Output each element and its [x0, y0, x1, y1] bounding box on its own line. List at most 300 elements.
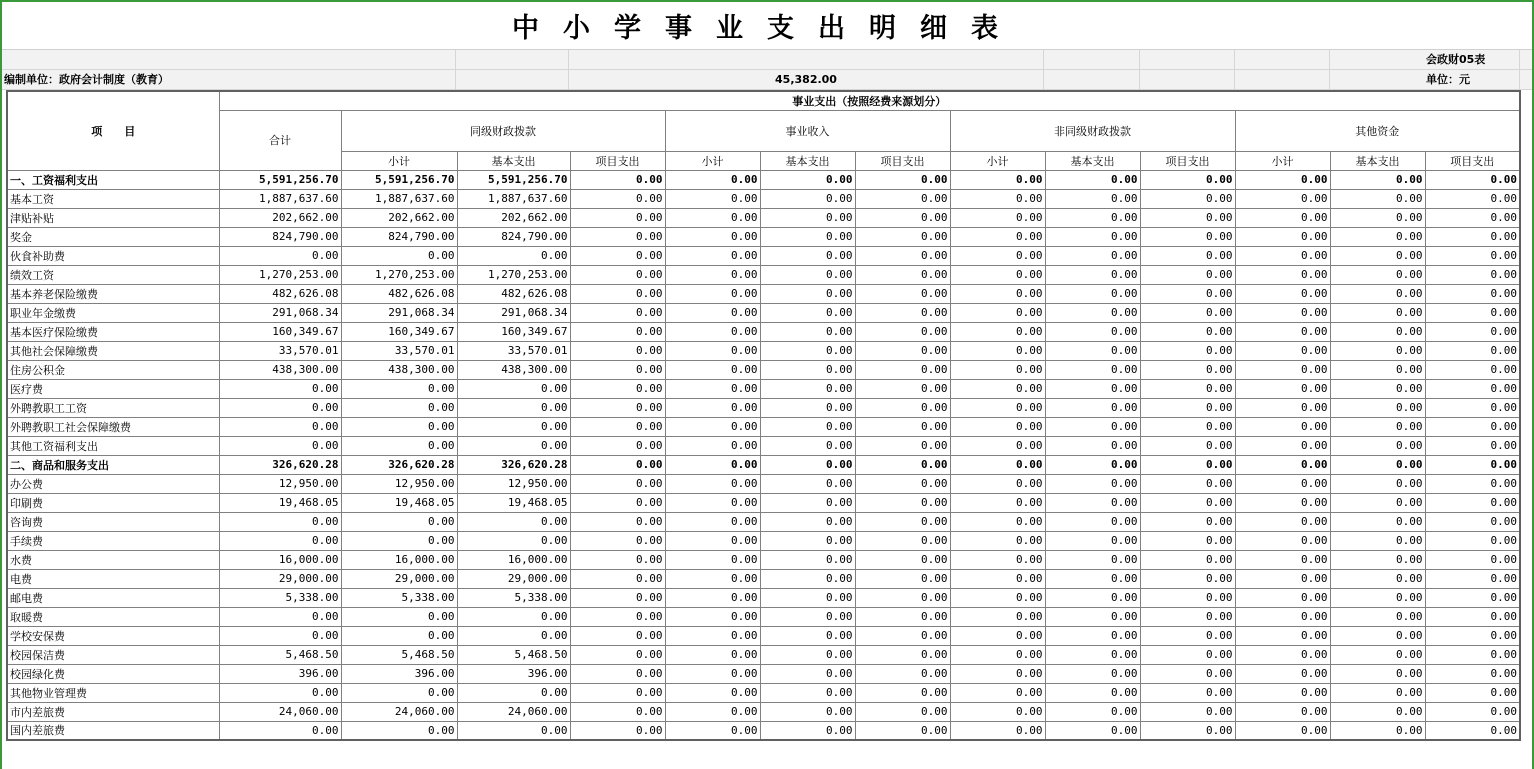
amount-cell[interactable]: 0.00 [457, 379, 570, 398]
amount-cell[interactable]: 0.00 [665, 550, 760, 569]
amount-cell[interactable]: 0.00 [219, 531, 341, 550]
amount-cell[interactable]: 0.00 [1425, 227, 1520, 246]
amount-cell[interactable]: 396.00 [341, 664, 457, 683]
amount-cell[interactable]: 0.00 [341, 398, 457, 417]
amount-cell[interactable]: 0.00 [1140, 398, 1235, 417]
amount-cell[interactable]: 0.00 [855, 721, 950, 740]
amount-cell[interactable]: 438,300.00 [457, 360, 570, 379]
amount-cell[interactable]: 0.00 [1140, 512, 1235, 531]
amount-cell[interactable]: 0.00 [570, 474, 665, 493]
amount-cell[interactable]: 0.00 [1425, 474, 1520, 493]
amount-cell[interactable]: 202,662.00 [457, 208, 570, 227]
amount-cell[interactable]: 0.00 [950, 721, 1045, 740]
amount-cell[interactable]: 0.00 [341, 512, 457, 531]
amount-cell[interactable]: 0.00 [1235, 189, 1330, 208]
amount-cell[interactable]: 0.00 [760, 455, 855, 474]
amount-cell[interactable]: 0.00 [341, 626, 457, 645]
amount-cell[interactable]: 291,068.34 [341, 303, 457, 322]
amount-cell[interactable]: 0.00 [760, 398, 855, 417]
amount-cell[interactable]: 0.00 [457, 721, 570, 740]
amount-cell[interactable]: 0.00 [1425, 702, 1520, 721]
item-header[interactable]: 项 目 [7, 91, 219, 170]
group-header-other-funds[interactable]: 其他资金 [1235, 110, 1520, 151]
sub-header-subtotal[interactable]: 小计 [1235, 151, 1330, 170]
amount-cell[interactable]: 0.00 [457, 512, 570, 531]
amount-cell[interactable]: 0.00 [665, 512, 760, 531]
amount-cell[interactable]: 0.00 [1140, 208, 1235, 227]
row-item-name[interactable]: 水费 [7, 550, 219, 569]
amount-cell[interactable]: 0.00 [570, 170, 665, 189]
amount-cell[interactable]: 0.00 [1425, 588, 1520, 607]
amount-cell[interactable]: 0.00 [1425, 208, 1520, 227]
row-item-name[interactable]: 基本工资 [7, 189, 219, 208]
amount-cell[interactable]: 0.00 [855, 360, 950, 379]
row-item-name[interactable]: 津贴补贴 [7, 208, 219, 227]
amount-cell[interactable]: 0.00 [760, 246, 855, 265]
sub-header-project[interactable]: 项目支出 [570, 151, 665, 170]
amount-cell[interactable]: 0.00 [570, 664, 665, 683]
amount-cell[interactable]: 291,068.34 [219, 303, 341, 322]
amount-cell[interactable]: 0.00 [1425, 417, 1520, 436]
amount-cell[interactable]: 0.00 [1425, 284, 1520, 303]
amount-cell[interactable]: 0.00 [950, 626, 1045, 645]
amount-cell[interactable]: 0.00 [570, 398, 665, 417]
amount-cell[interactable]: 0.00 [1045, 303, 1140, 322]
amount-cell[interactable]: 0.00 [570, 417, 665, 436]
amount-cell[interactable]: 0.00 [1330, 265, 1425, 284]
amount-cell[interactable]: 0.00 [760, 512, 855, 531]
amount-cell[interactable]: 0.00 [760, 303, 855, 322]
row-item-name[interactable]: 外聘教职工社会保障缴费 [7, 417, 219, 436]
amount-cell[interactable]: 0.00 [1330, 607, 1425, 626]
amount-cell[interactable]: 0.00 [1425, 341, 1520, 360]
sub-header-subtotal[interactable]: 小计 [950, 151, 1045, 170]
amount-cell[interactable]: 0.00 [855, 626, 950, 645]
amount-cell[interactable]: 29,000.00 [219, 569, 341, 588]
amount-cell[interactable]: 0.00 [855, 645, 950, 664]
amount-cell[interactable]: 0.00 [950, 322, 1045, 341]
amount-cell[interactable]: 0.00 [855, 531, 950, 550]
amount-cell[interactable]: 824,790.00 [341, 227, 457, 246]
row-item-name[interactable]: 其他工资福利支出 [7, 436, 219, 455]
amount-cell[interactable]: 1,270,253.00 [341, 265, 457, 284]
cell-blank-b[interactable] [456, 50, 569, 69]
amount-cell[interactable]: 0.00 [855, 208, 950, 227]
amount-cell[interactable]: 0.00 [1235, 227, 1330, 246]
row-item-name[interactable]: 国内差旅费 [7, 721, 219, 740]
amount-cell[interactable]: 0.00 [457, 531, 570, 550]
amount-cell[interactable]: 0.00 [1425, 303, 1520, 322]
amount-cell[interactable]: 0.00 [950, 265, 1045, 284]
amount-cell[interactable]: 0.00 [665, 474, 760, 493]
amount-cell[interactable]: 0.00 [570, 189, 665, 208]
row-item-name[interactable]: 伙食补助费 [7, 246, 219, 265]
amount-cell[interactable]: 0.00 [1140, 626, 1235, 645]
amount-cell[interactable]: 0.00 [1140, 569, 1235, 588]
amount-cell[interactable]: 0.00 [1425, 265, 1520, 284]
amount-cell[interactable]: 0.00 [855, 569, 950, 588]
amount-cell[interactable]: 0.00 [1140, 721, 1235, 740]
amount-cell[interactable]: 0.00 [1045, 265, 1140, 284]
amount-cell[interactable]: 0.00 [1140, 322, 1235, 341]
row-item-name[interactable]: 职业年金缴费 [7, 303, 219, 322]
sub-header-basic[interactable]: 基本支出 [760, 151, 855, 170]
amount-cell[interactable]: 0.00 [855, 512, 950, 531]
amount-cell[interactable]: 0.00 [760, 607, 855, 626]
amount-cell[interactable]: 0.00 [1045, 702, 1140, 721]
amount-cell[interactable]: 0.00 [219, 398, 341, 417]
amount-cell[interactable]: 0.00 [665, 227, 760, 246]
sub-header-project[interactable]: 项目支出 [855, 151, 950, 170]
amount-cell[interactable]: 0.00 [855, 303, 950, 322]
amount-cell[interactable]: 0.00 [341, 683, 457, 702]
amount-cell[interactable]: 0.00 [1235, 379, 1330, 398]
amount-cell[interactable]: 0.00 [1425, 550, 1520, 569]
amount-cell[interactable]: 1,887,637.60 [341, 189, 457, 208]
amount-cell[interactable]: 0.00 [855, 341, 950, 360]
row-item-name[interactable]: 外聘教职工工资 [7, 398, 219, 417]
amount-cell[interactable]: 0.00 [950, 303, 1045, 322]
amount-cell[interactable]: 0.00 [1330, 398, 1425, 417]
row-item-name[interactable]: 电费 [7, 569, 219, 588]
cell-blank-j[interactable] [1235, 70, 1330, 89]
amount-cell[interactable]: 0.00 [665, 284, 760, 303]
amount-cell[interactable]: 396.00 [457, 664, 570, 683]
cell-blank-a[interactable] [2, 50, 456, 69]
amount-cell[interactable]: 0.00 [1045, 550, 1140, 569]
amount-cell[interactable]: 0.00 [855, 550, 950, 569]
amount-cell[interactable]: 0.00 [570, 322, 665, 341]
compiling-unit[interactable]: 编制单位：政府会计制度（教育） [2, 70, 456, 89]
amount-cell[interactable]: 0.00 [1045, 208, 1140, 227]
amount-cell[interactable]: 0.00 [341, 379, 457, 398]
sub-header-basic[interactable]: 基本支出 [1330, 151, 1425, 170]
amount-cell[interactable]: 0.00 [760, 474, 855, 493]
row-item-name[interactable]: 基本养老保险缴费 [7, 284, 219, 303]
amount-cell[interactable]: 0.00 [1235, 341, 1330, 360]
amount-cell[interactable]: 0.00 [1425, 379, 1520, 398]
amount-cell[interactable]: 0.00 [1045, 512, 1140, 531]
amount-cell[interactable]: 0.00 [1425, 626, 1520, 645]
amount-cell[interactable]: 0.00 [1330, 664, 1425, 683]
amount-cell[interactable]: 0.00 [1330, 246, 1425, 265]
cell-blank-h[interactable] [1044, 70, 1140, 89]
amount-cell[interactable]: 0.00 [570, 531, 665, 550]
cell-blank-g[interactable] [456, 70, 569, 89]
amount-cell[interactable]: 0.00 [1330, 341, 1425, 360]
amount-cell[interactable]: 0.00 [855, 170, 950, 189]
amount-cell[interactable]: 0.00 [1330, 550, 1425, 569]
amount-cell[interactable]: 16,000.00 [341, 550, 457, 569]
amount-cell[interactable]: 0.00 [1140, 341, 1235, 360]
amount-cell[interactable]: 0.00 [1330, 721, 1425, 740]
amount-cell[interactable]: 0.00 [665, 531, 760, 550]
amount-cell[interactable]: 0.00 [760, 493, 855, 512]
sub-header-subtotal[interactable]: 小计 [341, 151, 457, 170]
amount-cell[interactable]: 5,338.00 [457, 588, 570, 607]
amount-cell[interactable]: 0.00 [1235, 417, 1330, 436]
row-item-name[interactable]: 一、工资福利支出 [7, 170, 219, 189]
cell-blank-f[interactable] [1235, 50, 1330, 69]
amount-cell[interactable]: 0.00 [665, 303, 760, 322]
amount-cell[interactable]: 0.00 [1425, 398, 1520, 417]
amount-cell[interactable]: 24,060.00 [457, 702, 570, 721]
amount-cell[interactable]: 0.00 [950, 455, 1045, 474]
amount-cell[interactable]: 438,300.00 [341, 360, 457, 379]
amount-cell[interactable]: 0.00 [760, 170, 855, 189]
amount-cell[interactable]: 482,626.08 [341, 284, 457, 303]
amount-cell[interactable]: 0.00 [1235, 170, 1330, 189]
amount-cell[interactable]: 0.00 [950, 512, 1045, 531]
amount-cell[interactable]: 0.00 [950, 379, 1045, 398]
amount-cell[interactable]: 12,950.00 [457, 474, 570, 493]
amount-cell[interactable]: 0.00 [1140, 550, 1235, 569]
amount-cell[interactable]: 0.00 [1235, 208, 1330, 227]
amount-cell[interactable]: 0.00 [950, 607, 1045, 626]
amount-cell[interactable]: 19,468.05 [457, 493, 570, 512]
amount-cell[interactable]: 0.00 [1045, 246, 1140, 265]
amount-cell[interactable]: 0.00 [665, 265, 760, 284]
amount-cell[interactable]: 0.00 [570, 265, 665, 284]
amount-cell[interactable]: 0.00 [1235, 550, 1330, 569]
amount-cell[interactable]: 0.00 [855, 227, 950, 246]
amount-cell[interactable]: 0.00 [570, 493, 665, 512]
amount-cell[interactable]: 0.00 [760, 208, 855, 227]
cell-blank-c[interactable] [569, 50, 1044, 69]
amount-cell[interactable]: 0.00 [1330, 189, 1425, 208]
amount-cell[interactable]: 0.00 [457, 417, 570, 436]
amount-cell[interactable]: 0.00 [570, 512, 665, 531]
amount-cell[interactable]: 0.00 [1330, 626, 1425, 645]
amount-cell[interactable]: 0.00 [1045, 322, 1140, 341]
amount-cell[interactable]: 0.00 [341, 417, 457, 436]
amount-cell[interactable]: 0.00 [570, 303, 665, 322]
amount-cell[interactable]: 0.00 [1140, 265, 1235, 284]
amount-cell[interactable]: 0.00 [760, 284, 855, 303]
amount-cell[interactable]: 0.00 [760, 626, 855, 645]
cell-blank-e[interactable] [1140, 50, 1235, 69]
amount-cell[interactable]: 0.00 [950, 436, 1045, 455]
amount-cell[interactable]: 19,468.05 [341, 493, 457, 512]
amount-cell[interactable]: 0.00 [1045, 664, 1140, 683]
amount-cell[interactable]: 0.00 [1330, 512, 1425, 531]
amount-cell[interactable]: 0.00 [219, 436, 341, 455]
row-item-name[interactable]: 邮电费 [7, 588, 219, 607]
amount-cell[interactable]: 0.00 [665, 721, 760, 740]
row-item-name[interactable]: 学校安保费 [7, 626, 219, 645]
amount-cell[interactable]: 0.00 [1235, 493, 1330, 512]
amount-cell[interactable]: 0.00 [1330, 227, 1425, 246]
amount-cell[interactable]: 0.00 [570, 607, 665, 626]
amount-cell[interactable]: 0.00 [665, 455, 760, 474]
amount-cell[interactable]: 0.00 [457, 398, 570, 417]
amount-cell[interactable]: 0.00 [1425, 455, 1520, 474]
amount-cell[interactable]: 5,468.50 [341, 645, 457, 664]
amount-cell[interactable]: 0.00 [855, 322, 950, 341]
amount-cell[interactable]: 24,060.00 [341, 702, 457, 721]
amount-cell[interactable]: 0.00 [855, 379, 950, 398]
amount-cell[interactable]: 0.00 [760, 322, 855, 341]
amount-cell[interactable]: 0.00 [1045, 607, 1140, 626]
amount-cell[interactable]: 0.00 [1140, 455, 1235, 474]
amount-cell[interactable]: 0.00 [950, 208, 1045, 227]
amount-cell[interactable]: 0.00 [855, 284, 950, 303]
amount-cell[interactable]: 0.00 [1235, 360, 1330, 379]
amount-cell[interactable]: 160,349.67 [341, 322, 457, 341]
amount-cell[interactable]: 0.00 [1235, 455, 1330, 474]
amount-cell[interactable]: 0.00 [570, 284, 665, 303]
amount-cell[interactable]: 0.00 [1235, 645, 1330, 664]
amount-cell[interactable]: 0.00 [1235, 664, 1330, 683]
amount-cell[interactable]: 0.00 [1140, 588, 1235, 607]
amount-cell[interactable]: 0.00 [855, 189, 950, 208]
sub-header-subtotal[interactable]: 小计 [665, 151, 760, 170]
amount-cell[interactable]: 0.00 [1235, 303, 1330, 322]
amount-cell[interactable]: 0.00 [1235, 626, 1330, 645]
amount-cell[interactable]: 0.00 [760, 417, 855, 436]
cell-blank-i[interactable] [1140, 70, 1235, 89]
amount-cell[interactable]: 0.00 [1330, 531, 1425, 550]
amount-cell[interactable]: 0.00 [1045, 436, 1140, 455]
amount-cell[interactable]: 0.00 [760, 360, 855, 379]
amount-cell[interactable]: 0.00 [570, 379, 665, 398]
amount-cell[interactable]: 0.00 [219, 607, 341, 626]
amount-cell[interactable]: 0.00 [665, 341, 760, 360]
amount-cell[interactable]: 0.00 [1330, 284, 1425, 303]
amount-cell[interactable]: 0.00 [457, 683, 570, 702]
sub-header-basic[interactable]: 基本支出 [457, 151, 570, 170]
amount-cell[interactable]: 396.00 [219, 664, 341, 683]
amount-cell[interactable]: 0.00 [1140, 664, 1235, 683]
amount-cell[interactable]: 0.00 [1045, 588, 1140, 607]
amount-cell[interactable]: 0.00 [665, 664, 760, 683]
amount-cell[interactable]: 326,620.28 [457, 455, 570, 474]
amount-cell[interactable]: 0.00 [457, 626, 570, 645]
amount-cell[interactable]: 0.00 [950, 550, 1045, 569]
amount-cell[interactable]: 0.00 [457, 607, 570, 626]
amount-cell[interactable]: 0.00 [665, 645, 760, 664]
amount-cell[interactable]: 0.00 [665, 417, 760, 436]
row-item-name[interactable]: 奖金 [7, 227, 219, 246]
amount-cell[interactable]: 0.00 [570, 683, 665, 702]
amount-cell[interactable]: 0.00 [1425, 189, 1520, 208]
amount-cell[interactable]: 0.00 [760, 379, 855, 398]
amount-cell[interactable]: 0.00 [1330, 417, 1425, 436]
amount-cell[interactable]: 0.00 [570, 702, 665, 721]
group-header-other-level-fiscal[interactable]: 非同级财政拨款 [950, 110, 1235, 151]
sub-header-basic[interactable]: 基本支出 [1045, 151, 1140, 170]
amount-cell[interactable]: 0.00 [1140, 284, 1235, 303]
amount-cell[interactable]: 0.00 [1235, 284, 1330, 303]
amount-cell[interactable]: 0.00 [1045, 341, 1140, 360]
amount-cell[interactable]: 0.00 [665, 189, 760, 208]
amount-cell[interactable]: 0.00 [570, 721, 665, 740]
amount-cell[interactable]: 0.00 [1425, 322, 1520, 341]
row-item-name[interactable]: 印刷费 [7, 493, 219, 512]
amount-cell[interactable]: 1,887,637.60 [457, 189, 570, 208]
amount-cell[interactable]: 0.00 [1140, 379, 1235, 398]
amount-cell[interactable]: 0.00 [1235, 436, 1330, 455]
row-item-name[interactable]: 基本医疗保险缴费 [7, 322, 219, 341]
amount-cell[interactable]: 0.00 [1425, 360, 1520, 379]
amount-cell[interactable]: 160,349.67 [219, 322, 341, 341]
amount-cell[interactable]: 0.00 [1425, 721, 1520, 740]
amount-cell[interactable]: 0.00 [1045, 531, 1140, 550]
row-item-name[interactable]: 办公费 [7, 474, 219, 493]
amount-cell[interactable]: 0.00 [1235, 702, 1330, 721]
total-header[interactable]: 合计 [219, 110, 341, 170]
amount-cell[interactable]: 0.00 [1425, 664, 1520, 683]
amount-cell[interactable]: 0.00 [1045, 227, 1140, 246]
amount-cell[interactable]: 0.00 [1330, 683, 1425, 702]
amount-cell[interactable]: 0.00 [1330, 303, 1425, 322]
amount-cell[interactable]: 0.00 [760, 569, 855, 588]
amount-cell[interactable]: 19,468.05 [219, 493, 341, 512]
amount-cell[interactable]: 0.00 [1235, 531, 1330, 550]
amount-cell[interactable]: 0.00 [570, 645, 665, 664]
row-item-name[interactable]: 绩效工资 [7, 265, 219, 284]
amount-cell[interactable]: 0.00 [665, 170, 760, 189]
amount-cell[interactable]: 0.00 [219, 512, 341, 531]
amount-cell[interactable]: 5,338.00 [341, 588, 457, 607]
amount-cell[interactable]: 0.00 [1045, 189, 1140, 208]
amount-cell[interactable]: 0.00 [665, 246, 760, 265]
amount-cell[interactable]: 0.00 [950, 474, 1045, 493]
amount-cell[interactable]: 0.00 [1140, 474, 1235, 493]
amount-cell[interactable]: 5,591,256.70 [219, 170, 341, 189]
amount-cell[interactable]: 12,950.00 [341, 474, 457, 493]
amount-cell[interactable]: 438,300.00 [219, 360, 341, 379]
amount-cell[interactable]: 0.00 [1235, 398, 1330, 417]
amount-cell[interactable]: 0.00 [665, 208, 760, 227]
amount-cell[interactable]: 0.00 [1425, 170, 1520, 189]
amount-cell[interactable]: 0.00 [950, 493, 1045, 512]
sub-header-project[interactable]: 项目支出 [1425, 151, 1520, 170]
amount-cell[interactable]: 0.00 [950, 246, 1045, 265]
row-item-name[interactable]: 市内差旅费 [7, 702, 219, 721]
amount-cell[interactable]: 0.00 [855, 246, 950, 265]
amount-cell[interactable]: 0.00 [1235, 512, 1330, 531]
amount-cell[interactable]: 0.00 [1140, 227, 1235, 246]
amount-cell[interactable]: 0.00 [1045, 379, 1140, 398]
amount-cell[interactable]: 0.00 [219, 721, 341, 740]
amount-cell[interactable]: 0.00 [1140, 683, 1235, 702]
amount-cell[interactable]: 0.00 [341, 436, 457, 455]
amount-cell[interactable]: 0.00 [950, 664, 1045, 683]
amount-cell[interactable]: 0.00 [457, 246, 570, 265]
amount-cell[interactable]: 5,468.50 [457, 645, 570, 664]
currency-unit[interactable]: 单位：元 [1424, 70, 1520, 89]
amount-cell[interactable]: 0.00 [570, 569, 665, 588]
amount-cell[interactable]: 0.00 [665, 436, 760, 455]
amount-cell[interactable]: 0.00 [570, 588, 665, 607]
amount-cell[interactable]: 0.00 [1045, 455, 1140, 474]
amount-cell[interactable]: 0.00 [760, 265, 855, 284]
amount-cell[interactable]: 0.00 [855, 588, 950, 607]
amount-cell[interactable]: 0.00 [1140, 170, 1235, 189]
amount-cell[interactable]: 0.00 [855, 493, 950, 512]
amount-cell[interactable]: 0.00 [855, 664, 950, 683]
amount-cell[interactable]: 0.00 [1425, 246, 1520, 265]
amount-cell[interactable]: 0.00 [665, 626, 760, 645]
amount-cell[interactable]: 0.00 [1140, 645, 1235, 664]
amount-cell[interactable]: 0.00 [665, 569, 760, 588]
amount-cell[interactable]: 0.00 [1330, 569, 1425, 588]
row-item-name[interactable]: 其他社会保障缴费 [7, 341, 219, 360]
amount-cell[interactable]: 824,790.00 [219, 227, 341, 246]
amount-cell[interactable]: 0.00 [219, 246, 341, 265]
amount-cell[interactable]: 45,382.00 [569, 70, 1044, 89]
